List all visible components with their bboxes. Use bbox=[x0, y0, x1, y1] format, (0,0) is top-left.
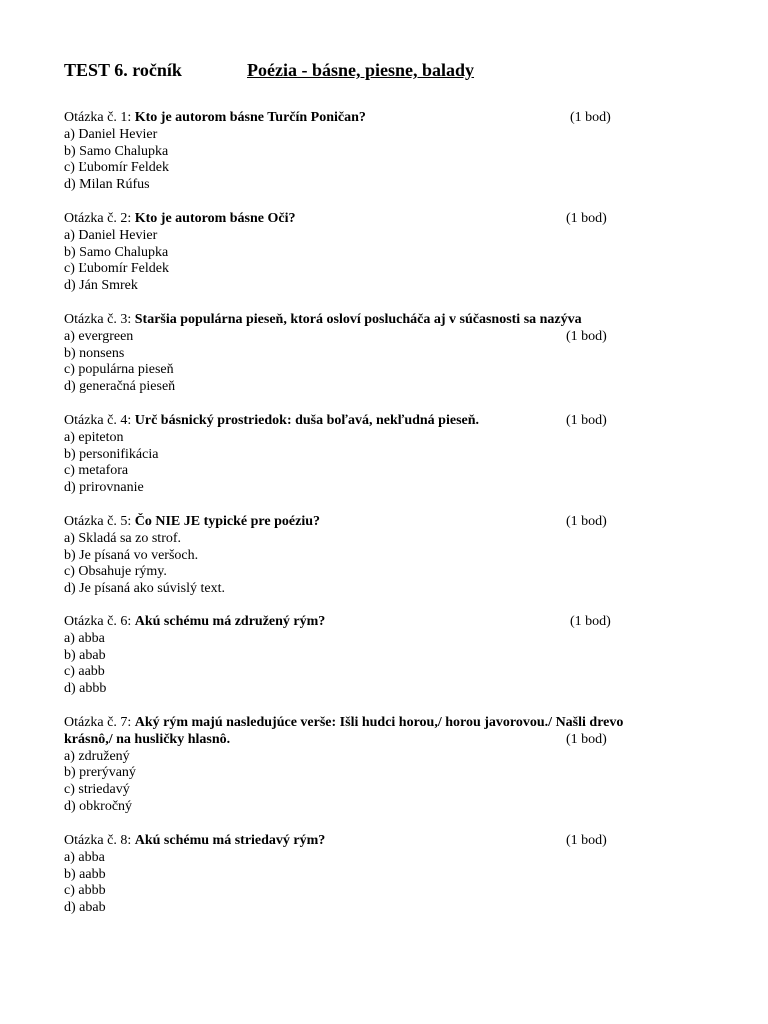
answer-option-b: b) personifikácia bbox=[64, 446, 159, 462]
answer-option-a: a) abba bbox=[64, 630, 105, 646]
answer-option-d: d) obkročný bbox=[64, 798, 133, 814]
question-points: (1 bod) bbox=[566, 328, 607, 344]
question-prefix: Otázka č. 7: bbox=[64, 715, 135, 730]
question-prefix: Otázka č. 6: bbox=[64, 614, 135, 629]
question-line bbox=[64, 413, 704, 430]
question-line bbox=[64, 514, 704, 531]
question-points: (1 bod) bbox=[570, 614, 611, 629]
question-text: Akú schému má striedavý rým? bbox=[134, 833, 326, 848]
question-prefix: Otázka č. 4: bbox=[64, 413, 135, 428]
answer-option-b: b) aabb bbox=[64, 866, 106, 882]
question-points: (1 bod) bbox=[566, 413, 607, 428]
answer-option-d: d) prirovnanie bbox=[64, 480, 144, 496]
question-1 bbox=[64, 110, 704, 194]
question-2 bbox=[64, 211, 704, 295]
question-points: (1 bod) bbox=[566, 514, 607, 529]
question-points: (1 bod) bbox=[566, 833, 607, 848]
question-prefix: Otázka č. 1: bbox=[64, 110, 135, 125]
answer-option-b: b) Samo Chalupka bbox=[64, 244, 169, 260]
answer-option-a: a) združený bbox=[64, 748, 130, 764]
answer-option-c: c) striedavý bbox=[64, 782, 130, 798]
answer-option-a-text: a) evergreen bbox=[64, 328, 134, 344]
answer-option-a: a) abba bbox=[64, 849, 105, 865]
question-prefix: Otázka č. 5: bbox=[64, 514, 135, 529]
test-header bbox=[64, 60, 475, 80]
question-points: (1 bod) bbox=[566, 211, 607, 226]
question-points: (1 bod) bbox=[566, 731, 607, 747]
question-line bbox=[64, 110, 704, 127]
answer-option-a: a) Skladá sa zo strof. bbox=[64, 530, 182, 546]
question-line-continued bbox=[64, 732, 704, 749]
answer-option-b: b) Je písaná vo veršoch. bbox=[64, 547, 199, 563]
answer-option-c: c) Ľubomír Feldek bbox=[64, 261, 169, 277]
answer-option-d: d) Milan Rúfus bbox=[64, 177, 150, 193]
subject-title: Poézia - básne, piesne, balady bbox=[247, 60, 475, 80]
answer-option-b: b) Samo Chalupka bbox=[64, 143, 169, 159]
question-text: Kto je autorom básne Oči? bbox=[134, 211, 296, 226]
question-text-continued: krásnô,/ na husličky hlasnô. bbox=[64, 731, 231, 747]
question-text: Urč básnický prostriedok: duša boľavá, nekľudná pieseň. bbox=[134, 413, 480, 428]
question-7 bbox=[64, 715, 704, 816]
answer-option-d: d) abbb bbox=[64, 681, 107, 697]
answer-option-a: a) Daniel Hevier bbox=[64, 227, 158, 243]
question-text: Kto je autorom básne Turčín Poničan? bbox=[134, 110, 366, 125]
question-6 bbox=[64, 614, 704, 698]
question-line bbox=[64, 833, 704, 850]
question-text: Staršia populárna pieseň, ktorá osloví poslucháča aj v súčasnosti sa nazýva bbox=[134, 312, 582, 327]
test-label: TEST 6. ročník bbox=[64, 60, 182, 80]
answer-option-b: b) prerývaný bbox=[64, 765, 136, 781]
answer-option-c: c) Obsahuje rýmy. bbox=[64, 564, 167, 580]
answer-option-b: b) abab bbox=[64, 647, 106, 663]
question-prefix: Otázka č. 2: bbox=[64, 211, 135, 226]
answer-option-d: d) generačná pieseň bbox=[64, 379, 176, 395]
answer-option-a bbox=[64, 329, 704, 346]
question-prefix: Otázka č. 3: bbox=[64, 312, 135, 327]
answer-option-d: d) Ján Smrek bbox=[64, 278, 138, 294]
question-8 bbox=[64, 833, 704, 917]
question-5 bbox=[64, 514, 704, 598]
answer-option-c: c) abbb bbox=[64, 883, 106, 899]
question-prefix: Otázka č. 8: bbox=[64, 833, 135, 848]
answer-option-d: d) abab bbox=[64, 900, 106, 916]
answer-option-c: c) Ľubomír Feldek bbox=[64, 160, 169, 176]
answer-option-b: b) nonsens bbox=[64, 345, 125, 361]
answer-option-a: a) Daniel Hevier bbox=[64, 126, 158, 142]
question-4 bbox=[64, 413, 704, 497]
question-3 bbox=[64, 312, 704, 396]
answer-option-c: c) aabb bbox=[64, 664, 105, 680]
answer-option-a: a) epiteton bbox=[64, 429, 124, 445]
question-line bbox=[64, 614, 704, 631]
question-line bbox=[64, 715, 704, 732]
answer-option-c: c) metafora bbox=[64, 463, 129, 479]
question-text: Aký rým majú nasledujúce verše: Išli hudci horou,/ horou javorovou./ Našli drevo bbox=[134, 715, 624, 730]
question-points: (1 bod) bbox=[570, 110, 611, 125]
question-line bbox=[64, 211, 704, 228]
question-text: Čo NIE JE typické pre poéziu? bbox=[134, 514, 320, 529]
question-line bbox=[64, 312, 704, 329]
question-text: Akú schému má združený rým? bbox=[134, 614, 326, 629]
answer-option-d: d) Je písaná ako súvislý text. bbox=[64, 581, 225, 597]
answer-option-c: c) populárna pieseň bbox=[64, 362, 174, 378]
